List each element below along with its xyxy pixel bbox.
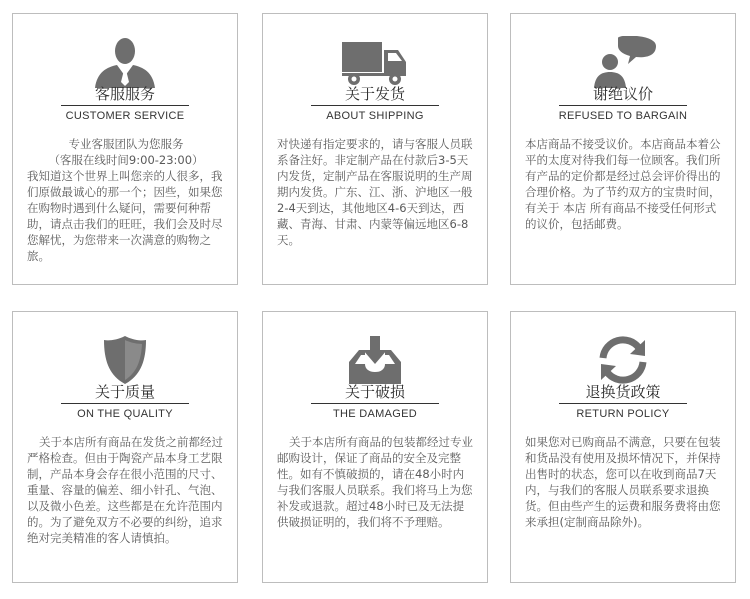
card-body	[277, 434, 475, 530]
title-divider	[311, 403, 439, 404]
card-paragraph: 专业客服团队为您服务	[68, 137, 184, 151]
title-divider	[559, 403, 687, 404]
card-paragraph: 关于本店所有商品的包装都经过专业邮购设计，保证了商品的安全及完整性。如有不慎破损的，请在48小时内与我们客服人员联系。我们将马上为您补发或退款。超过48小时已及无法提供破损证明的，我们将不予理赔。	[277, 435, 473, 529]
card-paragraph: 对快递有指定要求的，请与客服人员联系备注好。非定制产品在付款后3-5天内发货，定制产品在客服说明的生产周期内发货。广东、江、浙、沪地区一般2-4天到达，其他地区4-6天到达，西藏、青海、甘肃、内蒙等偏远地区6-8天。	[277, 137, 473, 247]
card-title: 关于发货	[344, 85, 405, 103]
card-subtitle: CUSTOMER SERVICE	[65, 110, 185, 122]
card-subtitle: THE DAMAGED	[333, 408, 417, 420]
shield-icon	[13, 334, 237, 386]
card-paragraph: 本店商品不接受议价。本店商品本着公平的太度对待我们每一位顾客。我们所有产品的定价都是经过总会评价得出的合理价格。为了节约双方的宝贵时间，有关于 本店 所有商品不接受任何形式的议价，包括邮费。	[525, 137, 721, 231]
inbox-download-icon	[263, 334, 487, 386]
shipping-card	[262, 13, 488, 285]
card-title: 谢绝议价	[592, 85, 653, 103]
card-title: 关于质量	[94, 383, 155, 401]
card-body	[27, 136, 225, 264]
title-divider	[559, 105, 687, 106]
card-body	[27, 434, 225, 546]
person-speech-bubble-icon	[511, 36, 735, 88]
damaged-card	[262, 311, 488, 583]
card-paragraph: 关于本店所有商品在发货之前都经过严格检查。但由于陶瓷产品本身工艺限制，产品本身会存在很小范围的尺寸、重量、容量的偏差、细小针孔、气泡、以及微小色差。这些都是在允许范围内的。为了避免双方不必要的纠纷，追求绝对完美精准的客人请慎拍。	[27, 435, 223, 545]
title-divider	[311, 105, 439, 106]
customer-service-card	[12, 13, 238, 285]
card-paragraph: 如果您对已购商品不满意，只要在包装和货品没有使用及损坏情况下，并保持出售时的状态，您可以在收到商品7天内，与我们的客服人员联系要求退换货。但由些产生的运费和服务费将由您来承担(定制商品除外)。	[525, 435, 721, 529]
card-subtitle: REFUSED TO BARGAIN	[558, 110, 688, 122]
title-divider	[61, 403, 189, 404]
card-paragraph: 我知道这个世界上叫您亲的人很多，我们原做最诚心的那一个；因些，如果您在购物时遇到什么疑问，需要何种帮助，请点击我们的旺旺，我们会及时尽您解忧，为您带来一次满意的购物之旅。	[27, 169, 223, 263]
card-subtitle: ABOUT SHIPPING	[326, 110, 424, 122]
card-body	[525, 434, 723, 530]
card-title: 退换货政策	[585, 383, 661, 401]
title-divider	[61, 105, 189, 106]
card-subtitle: ON THE QUALITY	[77, 408, 173, 420]
quality-card	[12, 311, 238, 583]
delivery-truck-icon	[263, 36, 487, 88]
bargain-card	[510, 13, 736, 285]
card-paragraph: （客服在线时间9:00-23:00）	[48, 153, 204, 167]
card-body	[525, 136, 723, 232]
customer-service-person-icon	[13, 36, 237, 88]
card-subtitle: RETURN POLICY	[576, 408, 670, 420]
card-body	[277, 136, 475, 248]
refresh-cycle-icon	[511, 334, 735, 386]
card-title: 客服服务	[94, 85, 155, 103]
return-policy-card	[510, 311, 736, 583]
card-title: 关于破损	[344, 383, 405, 401]
